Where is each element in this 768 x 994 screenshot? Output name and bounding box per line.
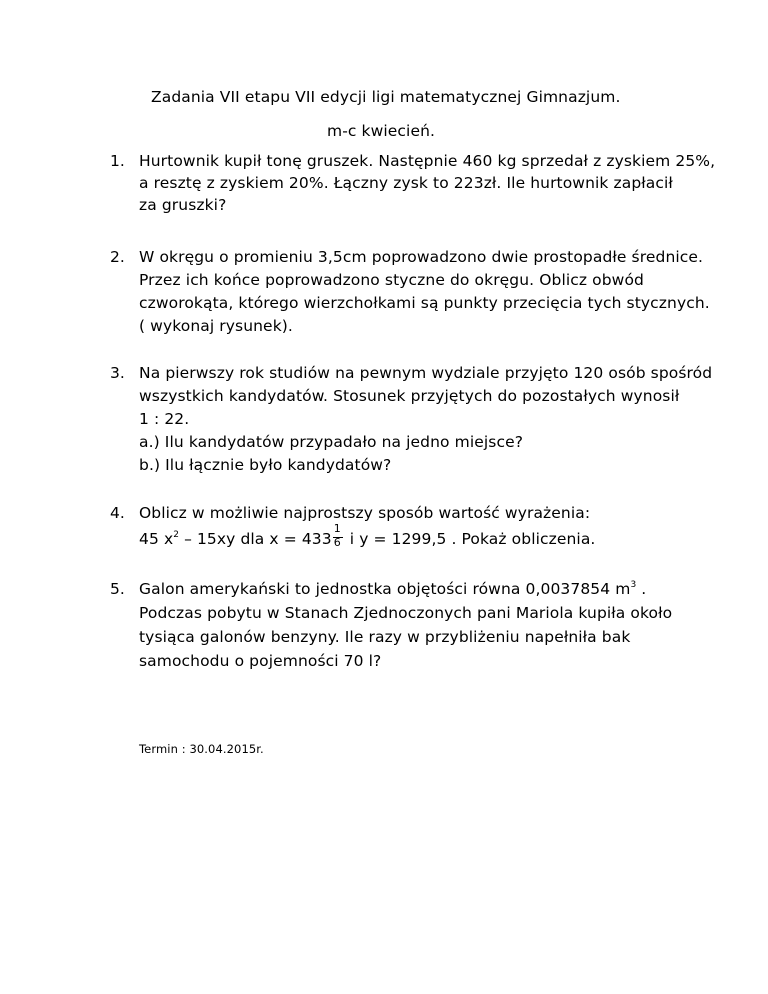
task-line (139, 578, 646, 600)
deadline-note: Termin : 30.04.2015r. (139, 742, 264, 756)
expr-exponent: 2 (173, 530, 180, 540)
task-line: 1 : 22. (139, 410, 190, 428)
task-line: samochodu o pojemności 70 l? (139, 652, 382, 670)
task-line: tysiąca galonów benzyny. Ile razy w przybliżeniu napełniła bak (139, 628, 631, 646)
unit-exponent: 3 (630, 580, 637, 590)
task-line: Podczas pobytu w Stanach Zjednoczonych pani Mariola kupiła około (139, 604, 673, 622)
task-line: b.) Ilu łącznie było kandydatów? (139, 456, 392, 474)
task-line: za gruszki? (139, 196, 227, 214)
mixed-fraction (333, 522, 343, 550)
fraction-denominator: 6 (333, 536, 341, 549)
task-number: 4. (110, 504, 125, 522)
task-line: a.) Ilu kandydatów przypadało na jedno miejsce? (139, 433, 524, 451)
task-line: Przez ich końce poprowadzono styczne do okręgu. Oblicz obwód (139, 271, 644, 289)
expr-term: – 15xy dla x = 433 (179, 530, 332, 548)
worksheet-month: m-c kwiecień. (327, 122, 436, 140)
expr-term: 45 x (139, 530, 174, 548)
task-text: . (636, 580, 647, 598)
task-expression (139, 522, 596, 550)
task-line: Oblicz w możliwie najprostszy sposób wartość wyrażenia: (139, 504, 591, 522)
task-number: 3. (110, 364, 125, 382)
task-number: 5. (110, 580, 125, 598)
fraction-numerator: 1 (333, 522, 341, 535)
task-number: 2. (110, 248, 125, 266)
task-text: Galon amerykański to jednostka objętości równa 0,0037854 m (139, 580, 631, 598)
task-line: a resztę z zyskiem 20%. Łączny zysk to 223zł. Ile hurtownik zapłacił (139, 174, 673, 192)
task-number: 1. (110, 152, 125, 170)
task-line: czworokąta, którego wierzchołkami są punkty przecięcia tych stycznych. (139, 294, 710, 312)
task-line: W okręgu o promieniu 3,5cm poprowadzono dwie prostopadłe średnice. (139, 248, 704, 266)
task-line: Na pierwszy rok studiów na pewnym wydziale przyjęto 120 osób spośród (139, 364, 713, 382)
task-line: wszystkich kandydatów. Stosunek przyjętych do pozostałych wynosił (139, 387, 680, 405)
expr-term: i y = 1299,5 . Pokaż obliczenia. (344, 530, 596, 548)
task-line: ( wykonaj rysunek). (139, 317, 293, 335)
task-line: Hurtownik kupił tonę gruszek. Następnie 460 kg sprzedał z zyskiem 25%, (139, 152, 716, 170)
worksheet-title: Zadania VII etapu VII edycji ligi matematycznej Gimnazjum. (151, 88, 621, 106)
